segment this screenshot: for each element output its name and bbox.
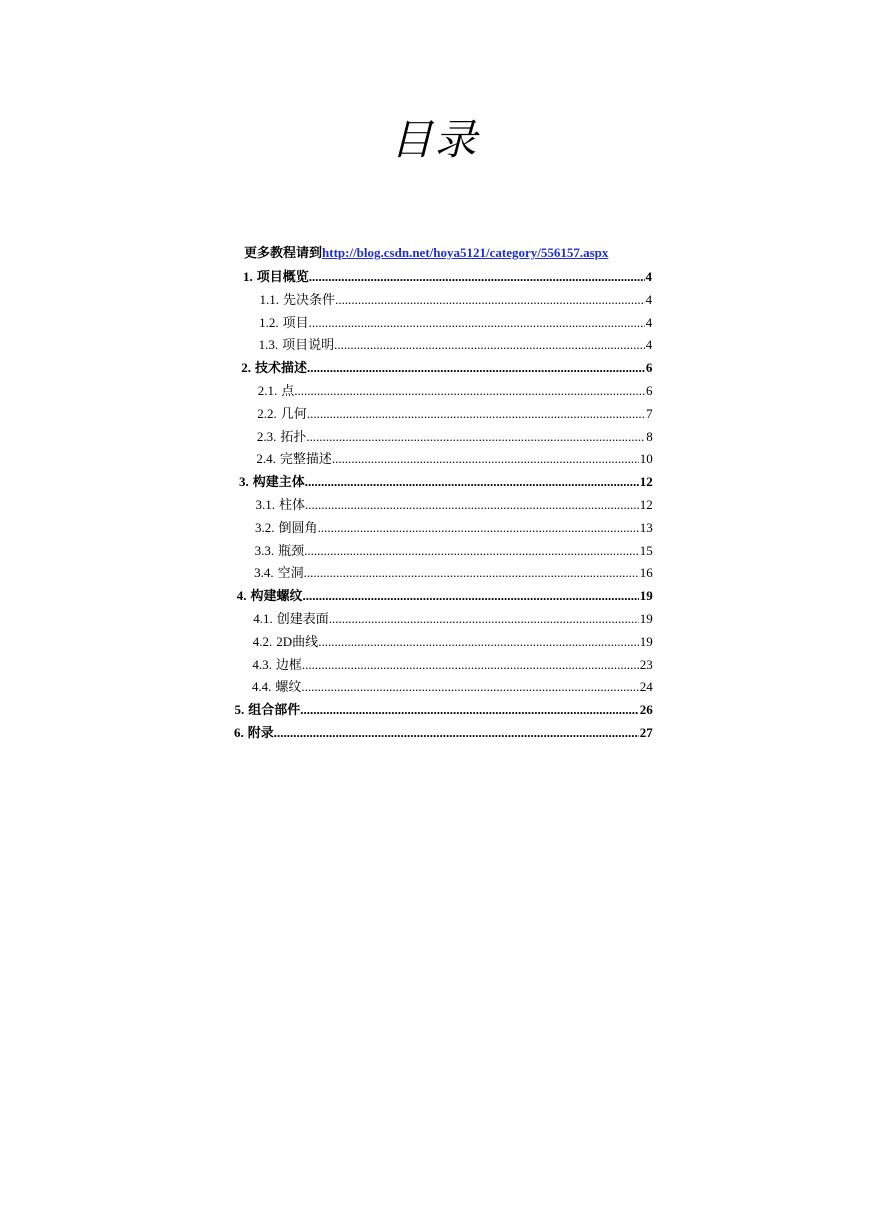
toc-dot-leader	[305, 496, 639, 514]
toc-entry-label: 技术描述	[254, 360, 307, 376]
toc-dot-leader	[306, 428, 645, 446]
toc-dot-leader	[332, 450, 639, 468]
toc-section-entry[interactable]	[258, 382, 653, 400]
toc-entry-label: 创建表面	[276, 611, 329, 626]
toc-dot-leader	[304, 564, 639, 582]
toc-entry-page: 19	[639, 611, 653, 626]
toc-entry-number: 2.2.	[257, 405, 277, 421]
toc-entry-number: 4.3.	[252, 656, 272, 672]
toc-section-entry[interactable]	[257, 428, 653, 446]
toc-entry-page: 23	[639, 656, 653, 672]
toc-entry-label: 项目概览	[256, 269, 309, 284]
toc-entry-label: 组合部件	[248, 702, 301, 718]
toc-entry-label: 附录	[247, 725, 274, 740]
toc-section-entry[interactable]	[252, 656, 652, 674]
toc-entry-page: 13	[639, 519, 653, 535]
toc-entry-page: 6	[646, 383, 653, 398]
toc-section-entry[interactable]	[256, 450, 652, 468]
toc-entry-number: 2.3.	[256, 428, 277, 444]
toc-entry-label: 空洞	[277, 565, 304, 581]
toc-entry-number: 4.4.	[251, 679, 272, 695]
toc-dot-leader	[329, 610, 639, 628]
toc-entry-number: 3.4.	[254, 565, 274, 581]
toc-dot-leader	[294, 382, 645, 400]
toc-entry-label: 点	[281, 383, 295, 398]
toc-section-entry[interactable]	[256, 496, 653, 514]
toc-entry-label: 项目	[282, 314, 309, 330]
toc-entry-number: 3.1.	[255, 497, 275, 512]
toc-dot-leader	[307, 359, 645, 377]
toc-dot-leader	[318, 519, 639, 537]
toc-dot-leader	[302, 656, 639, 674]
toc-entry-page: 12	[639, 497, 653, 512]
toc-entry-label: 构建主体	[252, 474, 305, 490]
toc-entry-number: 3.2.	[255, 519, 275, 535]
toc-entry-number: 2.1.	[257, 383, 278, 398]
toc-entry-page: 8	[646, 428, 653, 444]
toc-chapter-entry[interactable]	[237, 587, 653, 605]
page-title: 目录	[390, 115, 479, 164]
toc-dot-leader	[300, 701, 639, 719]
toc-entry-label: 2D曲线	[276, 633, 319, 649]
toc-chapter-entry[interactable]	[234, 701, 652, 719]
toc-section-entry[interactable]	[253, 610, 653, 628]
toc-entry-label: 瓶颈	[278, 542, 305, 558]
toc-entry-page: 27	[639, 725, 653, 740]
toc-entry-number: 2.4.	[256, 451, 276, 467]
toc-entry-number: 1.3.	[258, 337, 279, 353]
toc-entry-number: 4.	[236, 588, 247, 604]
toc-entry-number: 3.3.	[254, 542, 275, 558]
toc-entry-label: 几何	[280, 405, 307, 421]
toc-dot-leader	[307, 405, 645, 423]
toc-section-entry[interactable]	[252, 678, 653, 696]
toc-entry-label: 螺纹	[275, 679, 302, 695]
toc-entry-page: 15	[639, 542, 653, 558]
toc-section-entry[interactable]	[255, 519, 653, 537]
toc-entry-label: 边框	[275, 656, 302, 672]
toc-entry-label: 项目说明	[282, 337, 335, 353]
toc-dot-leader	[318, 633, 639, 651]
toc-entry-number: 1.	[243, 269, 253, 284]
toc-dot-leader	[309, 268, 645, 286]
toc-chapter-entry[interactable]	[234, 724, 653, 742]
toc-entry-page: 4	[645, 291, 653, 307]
toc-entry-number: 6.	[234, 725, 244, 740]
toc-entry-label: 倒圆角	[278, 519, 318, 535]
toc-section-entry[interactable]	[259, 336, 653, 354]
toc-section-entry[interactable]	[257, 405, 652, 423]
toc-dot-leader	[334, 336, 645, 354]
toc-entry-page: 4	[645, 337, 653, 353]
toc-dot-leader	[302, 587, 638, 605]
toc-entry-number: 1.1.	[259, 291, 280, 307]
toc-entry-page: 12	[639, 474, 653, 490]
toc-entry-label: 拓扑	[280, 428, 307, 444]
toc-entry-label: 构建螺纹	[250, 588, 303, 604]
toc-entry-label: 完整描述	[279, 451, 332, 467]
toc-entry-page: 19	[639, 588, 653, 604]
toc-entry-number: 4.1.	[253, 611, 273, 626]
toc-entry-page: 7	[646, 405, 653, 421]
toc-section-entry[interactable]	[254, 564, 653, 582]
toc-chapter-entry[interactable]	[241, 359, 652, 377]
tutorial-link[interactable]: http://blog.csdn.net/hoya5121/category/556157.aspx	[322, 245, 609, 260]
more-tutorials-line	[244, 244, 608, 262]
toc-dot-leader	[309, 314, 645, 332]
toc-entry-page: 4	[645, 314, 653, 330]
toc-section-entry[interactable]	[253, 633, 653, 651]
toc-entry-number: 4.2.	[252, 633, 273, 649]
toc-entry-number: 5.	[234, 702, 245, 718]
toc-entry-number: 3.	[238, 474, 249, 490]
toc-entry-label: 柱体	[279, 497, 306, 512]
toc-entry-label: 先决条件	[283, 291, 336, 307]
more-tutorials-prefix: 更多教程请到	[244, 245, 323, 260]
toc-entry-number: 2.	[241, 360, 251, 376]
toc-dot-leader	[335, 291, 645, 309]
toc-entry-number: 1.2.	[259, 314, 279, 330]
toc-dot-leader	[274, 724, 639, 742]
toc-dot-leader	[301, 678, 638, 696]
toc-section-entry[interactable]	[260, 291, 653, 309]
toc-section-entry[interactable]	[255, 542, 653, 560]
toc-entry-page: 26	[639, 702, 653, 718]
toc-entry-page: 10	[639, 451, 653, 467]
toc-entry-page: 24	[639, 679, 653, 695]
toc-entry-page: 6	[645, 360, 653, 376]
toc-entry-page: 16	[639, 565, 653, 581]
toc-dot-leader	[305, 473, 639, 491]
toc-dot-leader	[304, 542, 639, 560]
toc-section-entry[interactable]	[259, 314, 652, 332]
toc-entry-page: 19	[639, 633, 653, 649]
toc-chapter-entry[interactable]	[239, 473, 653, 491]
toc-chapter-entry[interactable]	[243, 268, 652, 286]
toc-entry-page: 4	[645, 269, 652, 284]
